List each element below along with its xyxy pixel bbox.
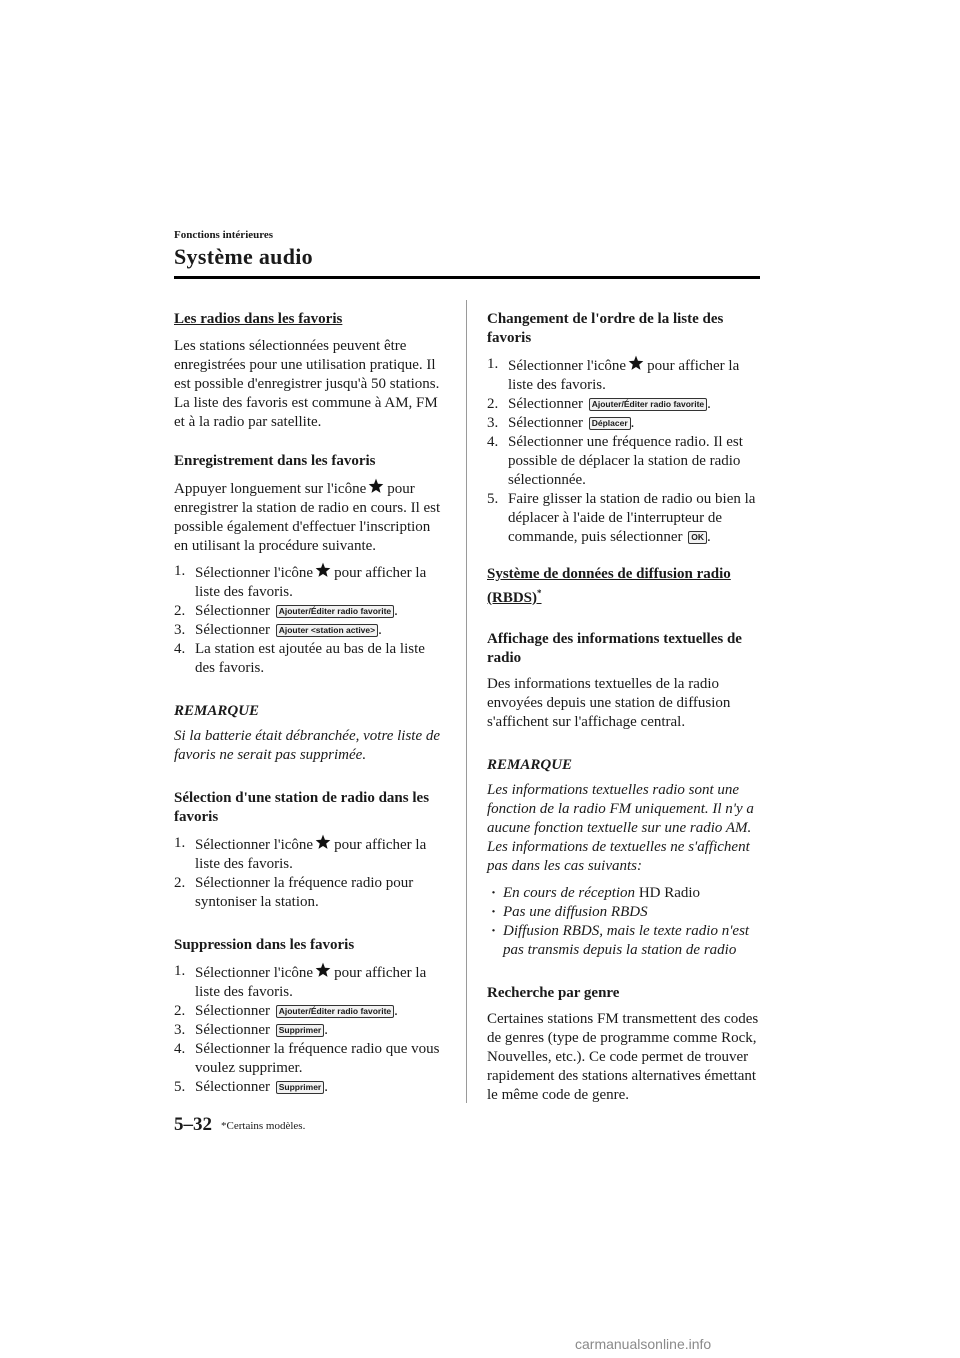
step-text: La station est ajoutée au bas de la liste des favoris. [195,641,425,676]
genre-paragraph: Certaines stations FM transmettent des codes de genres (type de programme comme Rock, Nouvelles, etc.). Ce code permet de trouver rapidement des stations alternatives émettant le même code de genre. [487,1011,759,1103]
reorder-steps [487,355,762,547]
note-text: Les informations textuelles radio sont une fonction de la radio FM uniquement. Il n'y a aucune fonction textuelle sur une radio AM. Les informations de textuelles ne s'affichent pas dans les cas suivants: [487,782,754,874]
add-edit-favorite-button[interactable]: Ajouter/Éditer radio favorite [589,398,707,411]
step-text: pour afficher la liste des favoris. [508,358,740,393]
star-icon [315,562,331,578]
list-item [487,395,762,414]
select-steps [174,834,446,912]
step-text: Sélectionner l'icône [195,565,314,581]
step-text: . [707,529,711,545]
bullet-text: En cours de réception [503,885,636,901]
step-text: Sélectionner la fréquence radio que vous voulez supprimer. [195,1041,440,1076]
step-text: Sélectionner la fréquence radio pour syntoniser la station. [195,875,414,910]
step-number: 3. [174,1022,186,1038]
note-heading: REMARQUE [487,757,573,773]
step-number: 5. [487,491,499,507]
list-item [487,355,762,395]
text-info-paragraph: Des informations textuelles de la radio envoyées depuis une station de diffusion s'affichent sur l'affichage central. [487,676,731,730]
step-number: 1. [174,835,186,851]
step-number: 2. [174,875,186,891]
step-text: Sélectionner une fréquence radio. Il est possible de déplacer la station de radio sélectionnée. [508,434,743,488]
right-column [487,310,762,1111]
delete-steps [174,962,446,1097]
step-text: pour afficher la liste des favoris. [195,565,427,600]
step-text: Sélectionner l'icône [508,358,627,374]
move-button[interactable]: Déplacer [589,417,631,430]
note-text: Si la batterie était débranchée, votre liste de favoris ne serait pas supprimée. [174,728,441,763]
step-number: 1. [487,356,499,372]
note-heading: REMARQUE [174,703,260,719]
favorites-heading: Les radios dans les favoris [174,311,343,327]
bullet-text: Pas une diffusion RBDS [503,904,648,920]
step-text: Sélectionner [195,1022,270,1038]
list-item [174,621,446,640]
add-edit-favorite-button[interactable]: Ajouter/Éditer radio favorite [276,605,394,618]
bullet-text: Diffusion RBDS, mais le texte radio n'est pas transmis depuis la station de radio [503,923,750,958]
step-number: 4. [174,1041,186,1057]
list-item [174,640,446,678]
list-item [487,922,762,960]
list-item [487,490,762,547]
step-number: 4. [487,434,499,450]
add-edit-favorite-button[interactable]: Ajouter/Éditer radio favorite [276,1005,394,1018]
step-text: Sélectionner [508,396,583,412]
step-number: 2. [174,1003,186,1019]
column-divider [466,300,467,1103]
delete-button[interactable]: Supprimer [276,1081,325,1094]
step-number: 5. [174,1079,186,1095]
register-intro-text: Appuyer longuement sur l'icône [174,481,367,497]
conditions-list [487,884,762,960]
step-text: Sélectionner [195,603,270,619]
ok-button[interactable]: OK [688,531,707,544]
title-rule [174,276,760,279]
footnote: *Certains modèles. [221,1120,306,1132]
star-icon [628,355,644,371]
step-number: 2. [487,396,499,412]
list-item [174,602,446,621]
page-number: 5–32 [174,1114,212,1135]
step-text: . [394,1003,398,1019]
rbds-heading-text: Système de données de diffusion radio (RBDS) [487,566,731,606]
step-number: 1. [174,963,186,979]
star-icon [368,478,384,494]
step-text: . [707,396,711,412]
watermark: carmanualsonline.info [575,1336,712,1352]
star-icon [315,834,331,850]
list-item [487,433,762,490]
list-item [174,1021,446,1040]
step-text: Sélectionner [195,622,270,638]
bullet-dot: · [491,923,497,939]
step-number: 1. [174,563,186,579]
list-item [174,1002,446,1021]
step-text: Sélectionner [195,1079,270,1095]
step-text: . [394,603,398,619]
step-text: Faire glisser la station de radio ou bien la déplacer à l'aide de l'interrupteur de commande, puis sélectionner [508,491,756,545]
step-text: Sélectionner l'icône [195,965,314,981]
step-number: 3. [174,622,186,638]
section-label: Fonctions intérieures [174,229,274,241]
list-item [174,962,446,1002]
list-item [174,1078,446,1097]
step-text: Sélectionner [508,415,583,431]
favorites-intro: Les stations sélectionnées peuvent être enregistrées pour une utilisation pratique. Il est possible d'enregistrer jusqu'à 50 stations. La liste des favoris est commune à AM, FM et à la radio par satellite. [174,338,440,430]
step-text: pour afficher la liste des favoris. [195,837,427,872]
list-item [487,884,762,903]
bullet-dot: · [491,885,497,901]
bullet-text: HD Radio [638,885,701,901]
genre-heading: Recherche par genre [487,985,620,1001]
step-text: pour afficher la liste des favoris. [195,965,427,1000]
step-text: Sélectionner l'icône [195,837,314,853]
star-icon [315,962,331,978]
step-text: Sélectionner [195,1003,270,1019]
add-active-station-button[interactable]: Ajouter <station active> [276,624,378,637]
page-title: Système audio [174,244,313,269]
step-number: 2. [174,603,186,619]
list-item [487,414,762,433]
footnote-mark: * [537,588,542,598]
list-item [174,874,446,912]
left-column [174,310,446,1097]
register-steps [174,562,446,678]
register-heading: Enregistrement dans les favoris [174,453,376,469]
step-text: . [324,1022,328,1038]
register-intro [174,478,446,556]
list-item [487,903,762,922]
step-text: . [324,1079,328,1095]
list-item [174,562,446,602]
delete-button[interactable]: Supprimer [276,1024,325,1037]
rbds-heading [487,565,762,608]
step-number: 3. [487,415,499,431]
step-number: 4. [174,641,186,657]
step-text: . [630,415,635,431]
delete-heading: Suppression dans les favoris [174,937,355,953]
step-text: . [378,622,382,638]
select-heading: Sélection d'une station de radio dans les favoris [174,790,430,825]
bullet-dot: · [491,904,497,920]
list-item [174,1040,446,1078]
list-item [174,834,446,874]
text-info-heading: Affichage des informations textuelles de radio [487,631,742,666]
reorder-heading: Changement de l'ordre de la liste des favoris [487,311,724,346]
register-intro-text-2: pour enregistrer la station de radio en cours. Il est possible également d'effectuer l'inscription en utilisant la procédure suivante. [174,481,441,554]
